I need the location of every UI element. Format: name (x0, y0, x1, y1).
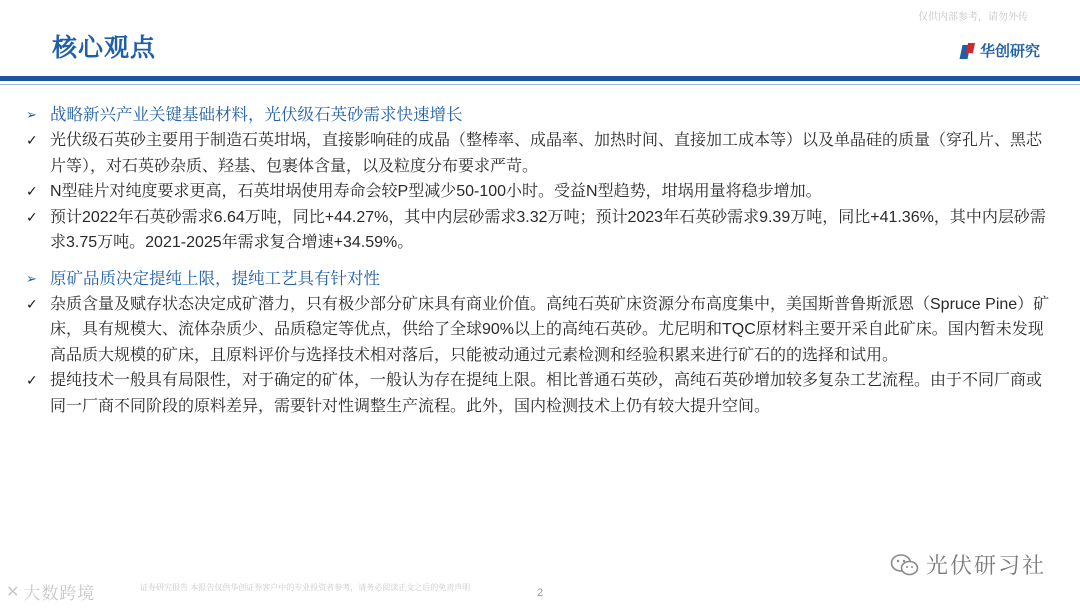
check-bullet-icon: ✓ (26, 295, 38, 312)
section-heading (26, 266, 1056, 292)
brand-logo-icon (961, 43, 975, 59)
wechat-account (890, 549, 1046, 580)
check-bullet-icon: ✓ (26, 208, 38, 225)
disclaimer: 证券研究报告 本报告仅供华创证券客户中的专业投资者参考，请务必阅读正文之后的免责声明 (140, 583, 471, 592)
wechat-icon (890, 553, 920, 577)
list-item (26, 292, 1056, 369)
header-rule-thin (0, 84, 1080, 85)
list-item (26, 128, 1056, 179)
check-bullet-icon: ✓ (26, 132, 38, 148)
list-item (26, 205, 1056, 256)
list-item (26, 368, 1056, 419)
page-title: 核心观点 (52, 34, 157, 62)
watermark-icon: ✕ (6, 583, 20, 601)
top-note: 仅供内部参考，请勿外传 (918, 12, 1028, 23)
list-item-text: 预计2022年石英砂需求6.64万吨，同比+44.27%，其中内层砂需求3.32万吨；预计2023年石英砂需求9.39万吨，同比+41.36%，其中内层砂需求3.75万吨。2021-2025年需求复合增速+34.59%。 (50, 208, 1046, 251)
section-heading-text: 战略新兴产业关键基础材料，光伏级石英砂需求快速增长 (50, 106, 463, 124)
section-heading (26, 102, 1056, 128)
list-item-text: 提纯技术一般具有局限性，对于确定的矿体，一般认为存在提纯上限。相比普通石英砂，高纯石英砂增加较多复杂工艺流程。由于不同厂商或同一厂商不同阶段的原料差异，需要针对性调整生产流程。此外，国内检测技术上仍有较大提升空间。 (50, 372, 1043, 415)
brand-name: 华创研究 (979, 43, 1040, 60)
arrow-bullet-icon: ➢ (26, 270, 37, 286)
list-item-text: N型硅片对纯度要求更高，石英坩埚使用寿命会较P型减少50-100小时。受益N型趋势，坩埚用量将稳步增加。 (50, 183, 822, 200)
header-rule (0, 76, 1080, 81)
section-purification (26, 266, 1056, 420)
arrow-bullet-icon: ➢ (26, 107, 37, 122)
page-number: 2 (537, 587, 544, 599)
list-item-text: 光伏级石英砂主要用于制造石英坩埚，直接影响硅的成晶（整棒率、成晶率、加热时间、直接加工成本等）以及单晶硅的质量（穿孔片、黑芯片等），对石英砂杂质、羟基、包裹体含量，以及粒度分布要求严苛。 (50, 132, 1043, 175)
brand (961, 40, 1040, 61)
check-bullet-icon: ✓ (26, 372, 38, 388)
watermark (6, 579, 95, 604)
list-item-text: 杂质含量及赋存状态决定成矿潜力，只有极少部分矿床具有商业价值。高纯石英矿床资源分布高度集中，美国斯普鲁斯派恩（Spruce Pine）矿床，具有规模大、流体杂质少、品质稳定等优点，供给了全球90%以上的高纯石英砂。尤尼明和TQC原材料主要开采自此矿床。国内暂未发现高品质大规模的矿床，且原料评价与选择技术相对落后，只能被动通过元素检测和经验积累来进行矿石的的选择和试用。 (50, 295, 1050, 364)
wechat-name: 光伏研习社 (925, 553, 1046, 578)
section-heading-text: 原矿品质决定提纯上限，提纯工艺具有针对性 (50, 269, 380, 288)
content (26, 102, 1056, 429)
list-item (26, 179, 1056, 205)
watermark-text: 大数跨境 (23, 584, 96, 603)
section-demand (26, 102, 1056, 256)
check-bullet-icon: ✓ (26, 183, 38, 199)
